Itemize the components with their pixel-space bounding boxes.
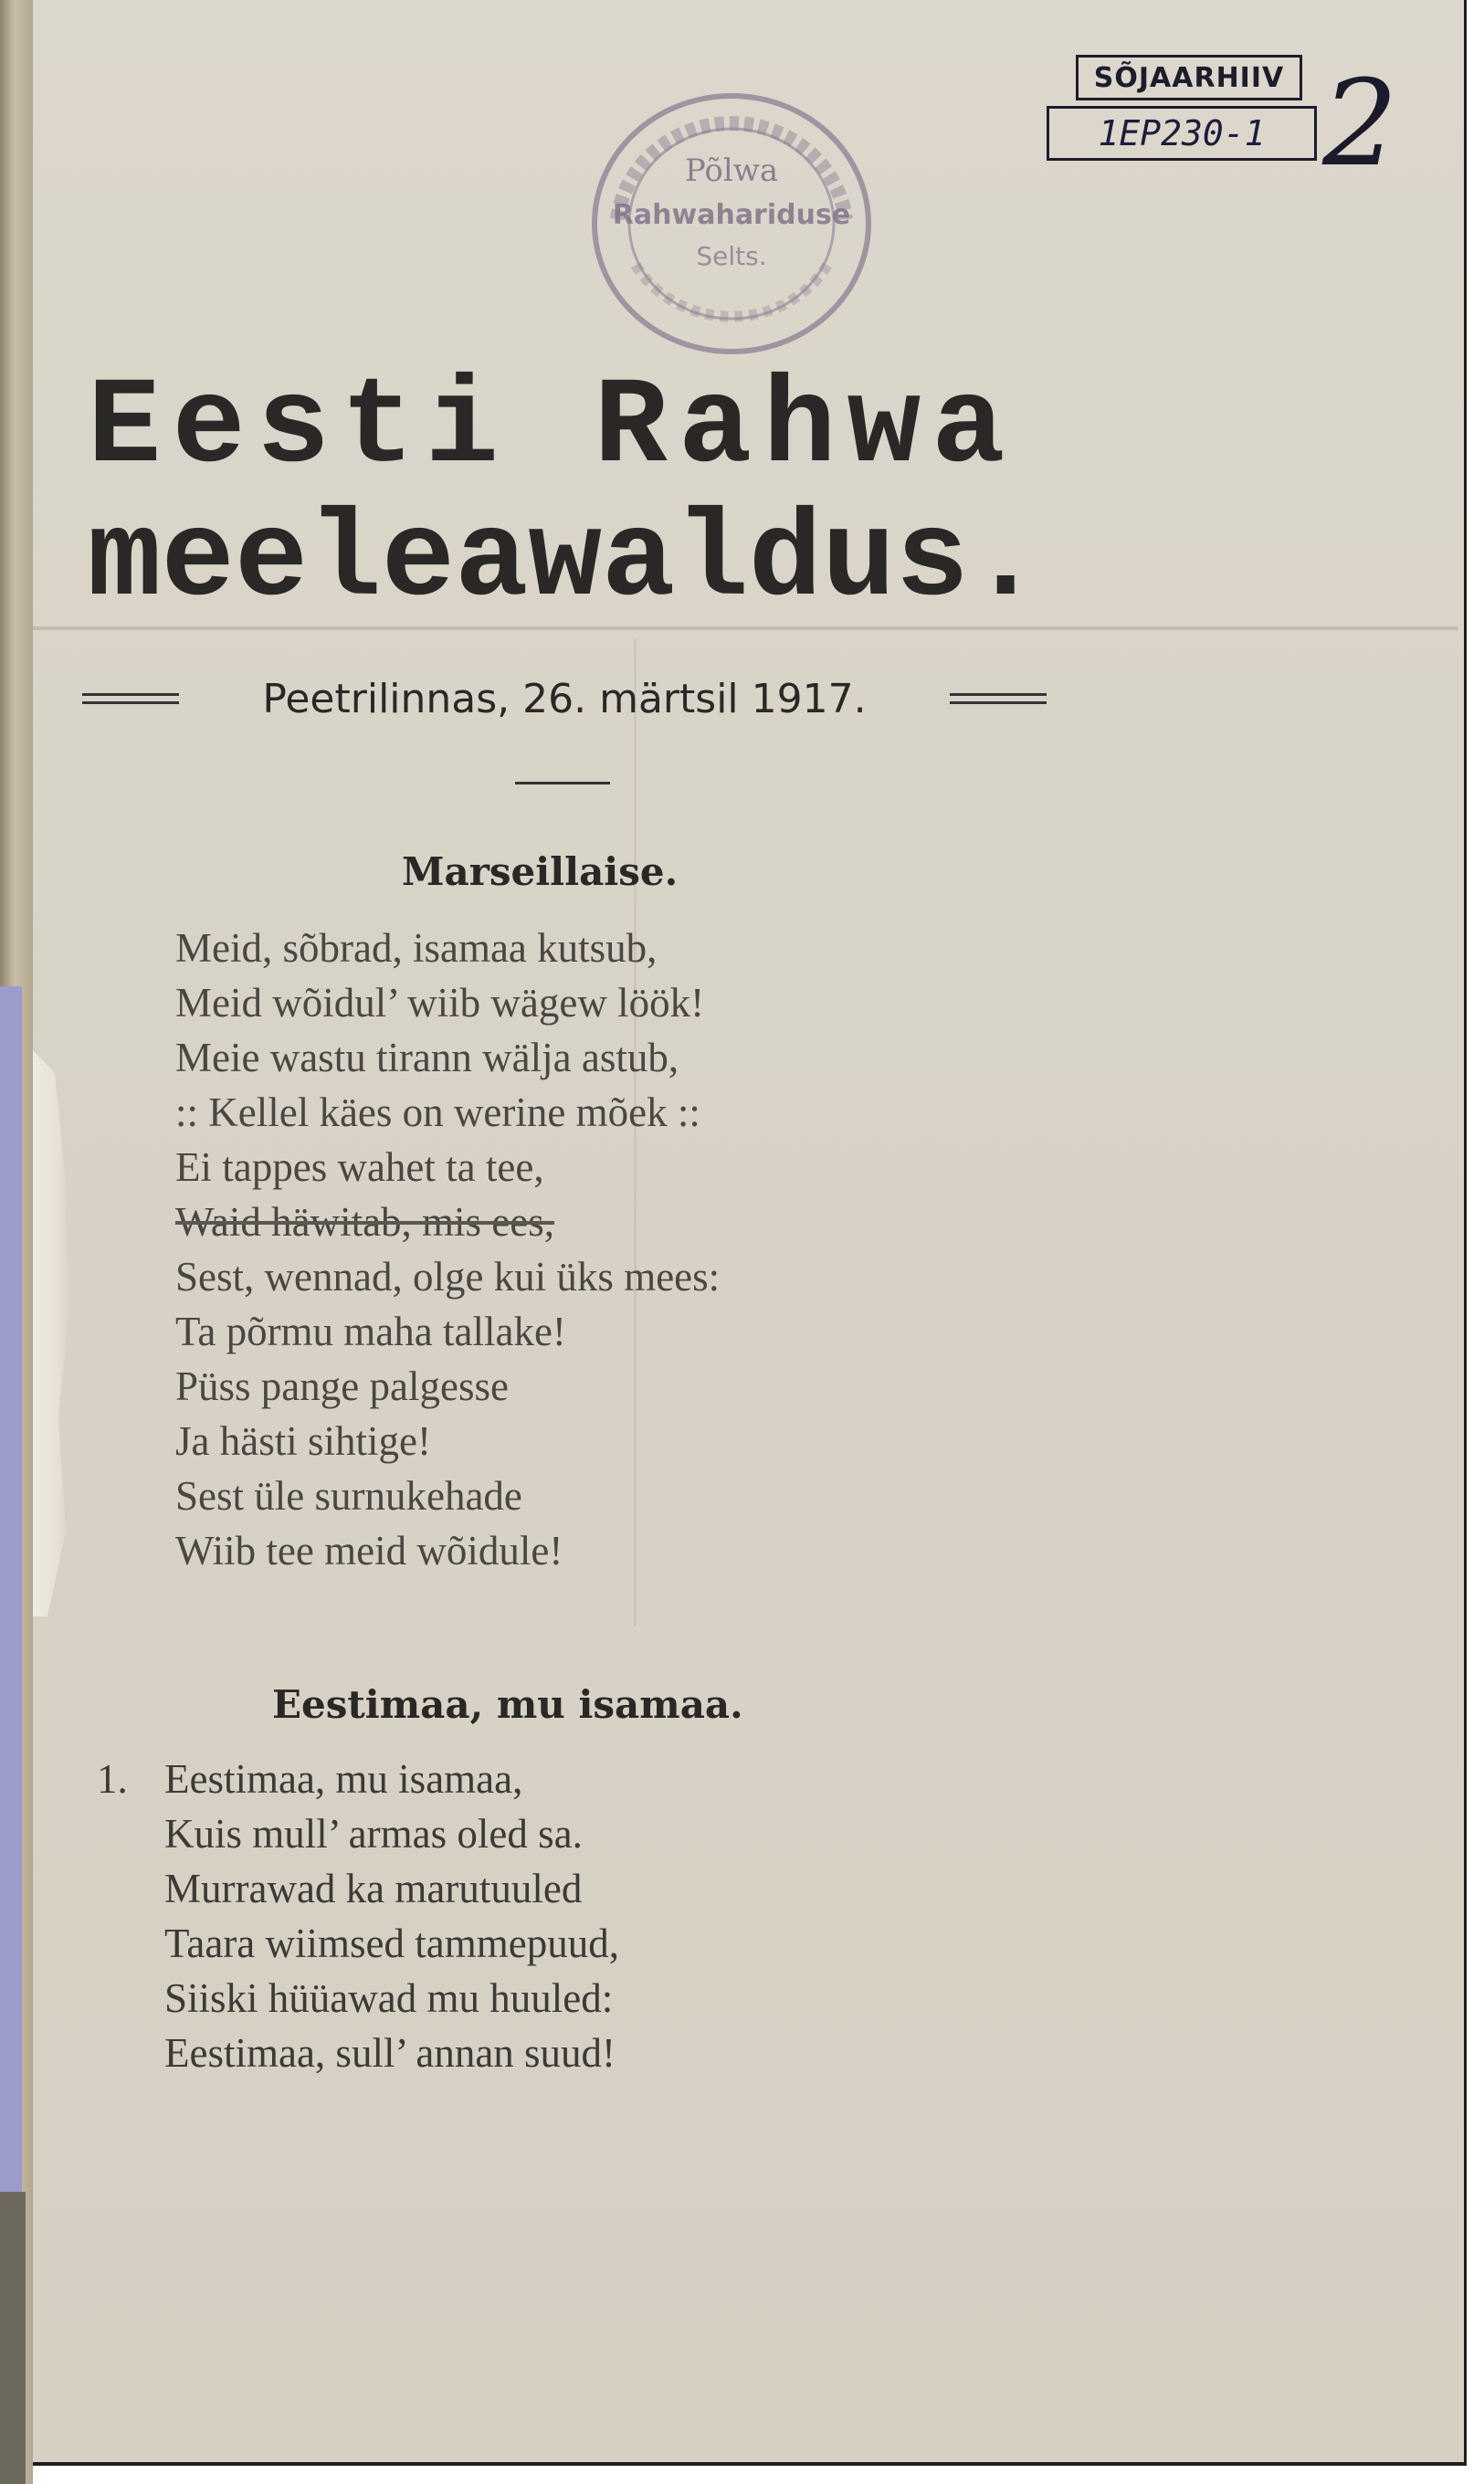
verse-line: Meid wõidul’ wiib wägew löök! [175,980,705,1026]
place-date: Peetrilinnas, 26. märtsil 1917. [262,675,867,722]
title-line-2: meeleawaldus. [88,492,1043,631]
verse-line: Sest, wennad, olge kui üks mees: [175,1254,721,1300]
song-verse [175,921,720,1578]
verse-line: Wiib tee meid wõidule! [175,1528,563,1574]
verse-line: Siiski hüüawad mu huuled: [164,1975,614,2021]
seal-line-3: Selts. [696,241,767,271]
verse-line: Meid, sõbrad, isamaa kutsub, [175,925,658,971]
seal-line-2: Rahwahariduse [612,199,851,231]
society-seal [581,82,882,365]
verse-line: Ei tappes wahet ta tee, [175,1144,544,1190]
seal-line-1: Põlwa [684,153,779,189]
handwritten-page-number: 2 [1322,54,1398,193]
archive-stamp-name: SÕJAARHIIV [1076,55,1302,100]
song-title: Marseillaise. [402,849,679,894]
verse-line: Meie wastu tirann wälja astub, [175,1035,679,1080]
verse-number: 1. [97,1756,128,1802]
song-title: Eestimaa, mu isamaa. [272,1682,743,1727]
verse-line: Püss pange palgesse [175,1363,509,1409]
verse-line: Eestimaa, sull’ annan suud! [164,2030,616,2076]
verse-line: Waid häwitab, mis ees, [175,1199,555,1245]
song-verse [164,1752,619,2080]
double-rule-left [82,693,179,704]
binding-dark-strip [0,2192,26,2484]
verse-line: Sest üle surnukehade [175,1473,522,1519]
place-date-row [82,667,1047,731]
verse-line: Kuis mull’ armas oled sa. [164,1811,583,1857]
double-rule-right [950,693,1047,704]
verse-line: Ta põrmu maha tallake! [175,1309,566,1354]
section-divider [515,782,610,784]
archive-stamp-reference: 1EP230-1 [1047,106,1317,161]
verse-line: Eestimaa, mu isamaa, [164,1756,523,1802]
binding-blue-strip [0,986,22,2201]
title-line-1: Eesti Rahwa [88,359,1016,498]
verse-line: Ja hästi sihtige! [175,1418,431,1464]
verse-line: Taara wiimsed tammepuud, [164,1921,619,1966]
verse-line: :: Kellel käes on werine mõek :: [175,1089,700,1135]
verse-line: Murrawad ka marutuuled [164,1866,583,1911]
